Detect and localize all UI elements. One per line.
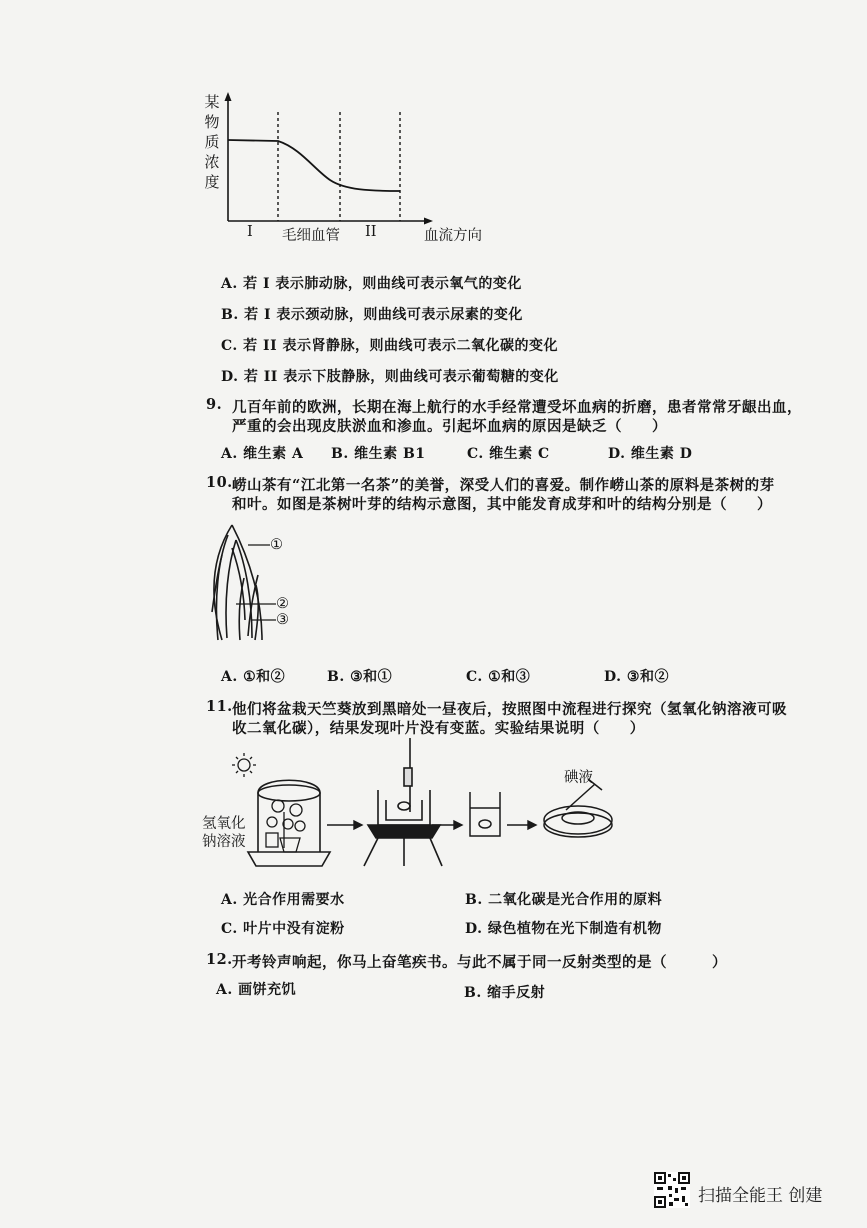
bud-label-1: ① bbox=[270, 537, 283, 553]
naoh-label-line2: 钠溶液 bbox=[202, 834, 246, 850]
qr-code-icon bbox=[654, 1172, 690, 1208]
naoh-label-line1: 氢氧化 bbox=[202, 816, 246, 832]
q11-option-d: D. 绿色植物在光下制造有机物 bbox=[465, 921, 662, 937]
q9-option-c: C. 维生素 C bbox=[467, 446, 550, 462]
q11-stem-line2: 收二氧化碳），结果发现叶片没有变蓝。实验结果说明（ ） bbox=[232, 720, 645, 737]
q9-option-d: D. 维生素 D bbox=[608, 446, 693, 462]
q10-option-c: C. ①和③ bbox=[466, 669, 531, 685]
sun-icon bbox=[232, 753, 256, 777]
potted-plant bbox=[266, 800, 305, 852]
scanner-brand-text: 扫描全能王 创建 bbox=[698, 1186, 823, 1206]
q8-option-d: D. 若 II 表示下肢静脉，则曲线可表示葡萄糖的变化 bbox=[221, 369, 559, 385]
q12-option-a: A. 画饼充饥 bbox=[216, 982, 297, 998]
q10-number: 10. bbox=[206, 474, 233, 491]
q11-option-c: C. 叶片中没有淀粉 bbox=[221, 921, 345, 937]
bud-label-2: ② bbox=[276, 596, 289, 612]
q11-stem-line1: 他们将盆栽天竺葵放到黑暗处一昼夜后，按照图中流程进行探究（氢氧化钠溶液可吸 bbox=[232, 701, 787, 718]
q11-number: 11. bbox=[206, 698, 233, 715]
q9-number: 9. bbox=[206, 396, 223, 413]
chart-xlabel: 血流方向 bbox=[424, 228, 482, 244]
beaker bbox=[470, 792, 500, 836]
q11-option-b: B. 二氧化碳是光合作用的原料 bbox=[465, 892, 663, 908]
q10-stem-line2: 和叶。如图是茶树叶芽的结构示意图，其中能发育成芽和叶的结构分别是（ ） bbox=[232, 496, 772, 513]
segment-label-2: II bbox=[365, 224, 377, 240]
q8-option-c: C. 若 II 表示肾静脉，则曲线可表示二氧化碳的变化 bbox=[221, 338, 558, 354]
experiment-drawing bbox=[0, 0, 867, 200]
q12-stem: 开考铃声响起，你马上奋笔疾书。与此不属于同一反射类型的是（ ） bbox=[232, 954, 727, 971]
q10-option-b: B. ③和① bbox=[327, 669, 393, 685]
q9-stem-line2: 严重的会出现皮肤淤血和渗血。引起坏血病的原因是缺乏（ ） bbox=[232, 418, 667, 435]
q10-stem-line1: 崂山茶有“江北第一名茶”的美誉，深受人们的喜爱。制作崂山茶的原料是茶树的芽 bbox=[232, 477, 775, 494]
q10-option-a: A. ①和② bbox=[221, 669, 286, 685]
q10-option-d: D. ③和② bbox=[604, 669, 669, 685]
q9-option-b: B. 维生素 B1 bbox=[331, 446, 426, 462]
segment-label-1: I bbox=[247, 224, 253, 240]
bell-jar bbox=[248, 780, 330, 866]
qr-code-pattern bbox=[654, 1172, 690, 1208]
q12-option-b: B. 缩手反射 bbox=[464, 985, 546, 1001]
q12-number: 12. bbox=[206, 951, 233, 968]
water-bath bbox=[364, 738, 442, 866]
iodine-label: 碘液 bbox=[564, 770, 593, 786]
bud-label-3: ③ bbox=[276, 612, 289, 628]
chart-ylabel: 某物质浓度 bbox=[204, 93, 220, 191]
q9-option-a: A. 维生素 A bbox=[221, 446, 304, 462]
q8-option-b: B. 若 I 表示颈动脉，则曲线可表示尿素的变化 bbox=[221, 307, 523, 323]
petri-dish bbox=[544, 779, 612, 837]
q8-option-a: A. 若 I 表示肺动脉，则曲线可表示氧气的变化 bbox=[221, 276, 522, 292]
q11-option-a: A. 光合作用需要水 bbox=[221, 892, 345, 908]
q9-stem-line1: 几百年前的欧洲，长期在海上航行的水手经常遭受坏血病的折磨，患者常常牙龈出血， bbox=[232, 399, 802, 416]
segment-label-capillary: 毛细血管 bbox=[282, 228, 340, 244]
